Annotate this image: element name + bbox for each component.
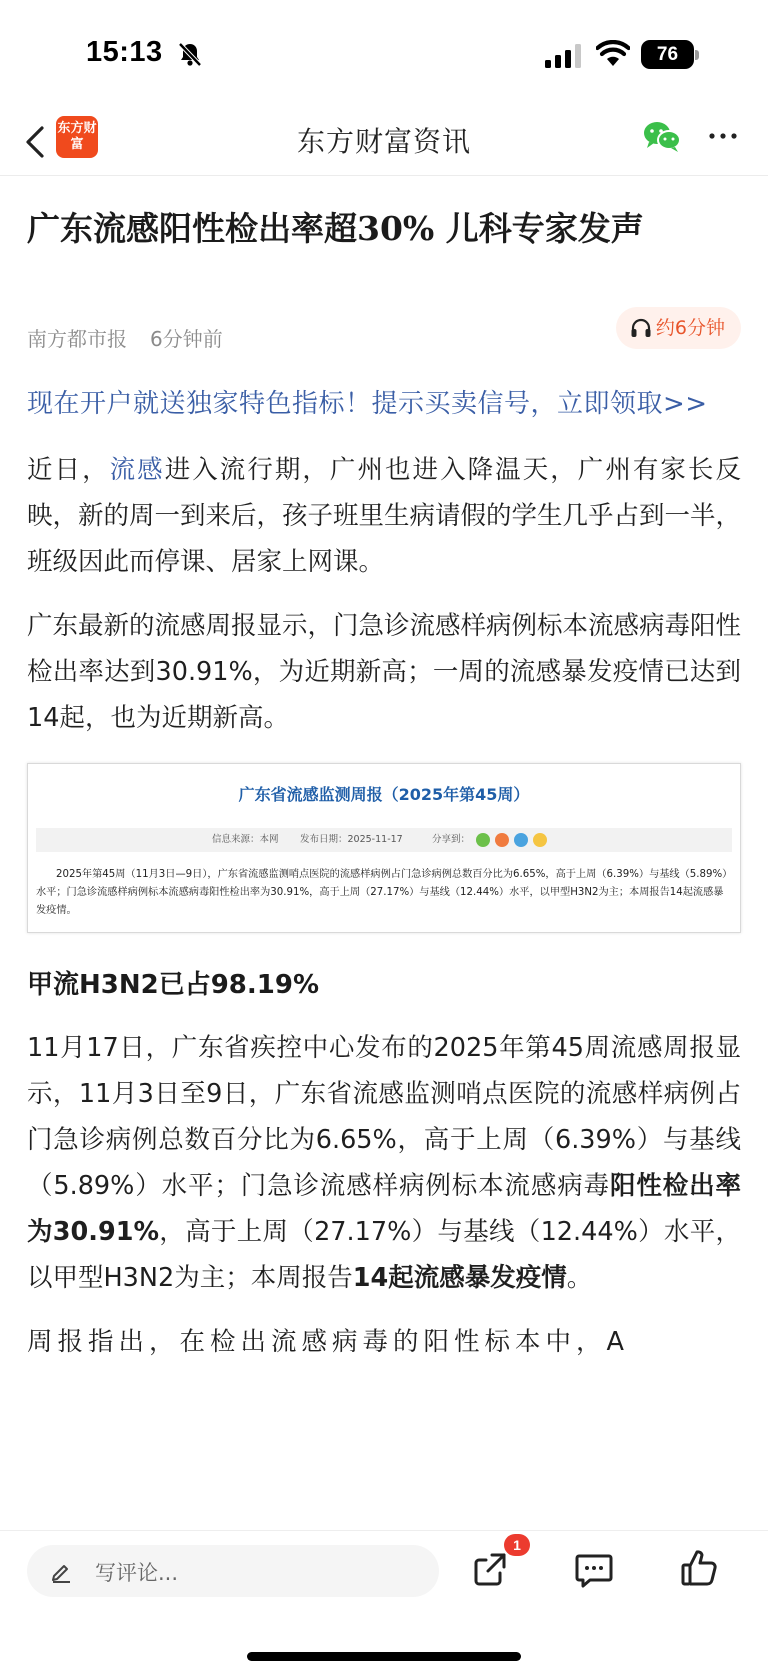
report-date: 发布日期：2025-11-17 xyxy=(300,834,403,845)
app-logo: 东方财富 xyxy=(56,116,98,158)
paragraph-3 xyxy=(27,1025,741,1301)
wechat-share-icon[interactable] xyxy=(642,120,682,154)
comment-icon[interactable] xyxy=(574,1551,614,1589)
qzone-dot-icon xyxy=(533,833,547,847)
p3-text-a: 11月17日，广东省疾控中心发布的2025年第45周流感周报显示，11月3日至9日，广东省流感监测哨点医院的流感样病例占门急诊病例总数百分比为6.65%，高于上周（6.39%）与基线（5.89%）水平；门急诊流感样病例标本流感病毒 xyxy=(27,1033,741,1201)
article-headline: 广东流感阳性检出率超30% 儿科专家发声 xyxy=(27,209,644,248)
report-body: 2025年第45周（11月3日—9日），广东省流感监测哨点医院的流感样病例占门急诊病例总数百分比为6.65%，高于上周（6.39%）与基线（5.89%）水平；门急诊流感样病例标本流感病毒阳性检出率为30.91%，高于上周（27.17%）与基线（12.44%）水平，以甲型H3N2为主；本周报告14起流感暴发疫情。 xyxy=(36,869,728,916)
paragraph-2: 广东最新的流感周报显示，门急诊流感样病例标本流感病毒阳性检出率达到30.91%，为近期新高；一周的流感暴发疫情已达到14起，也为近期新高。 xyxy=(27,611,742,733)
article-meta xyxy=(27,313,741,373)
p3-bold-positive-rate: 阳性检出率为30.91% xyxy=(27,1171,741,1247)
p3-text-c: 。 xyxy=(566,1263,593,1293)
battery-indicator xyxy=(641,40,699,69)
bottom-action-bar xyxy=(0,1530,768,1669)
nav-title: 东方财富资讯 xyxy=(296,125,471,158)
paragraph-1 xyxy=(27,447,741,585)
wechat-dot-icon xyxy=(476,833,490,847)
report-share-icons xyxy=(476,833,552,857)
article-source[interactable]: 南方都市报 xyxy=(27,327,127,351)
pencil-icon xyxy=(49,1559,73,1583)
p1-rest: 进入流行期，广州也进入降温天，广州有家长反映，新的周一到来后，孩子班里生病请假的学生几乎占到一半，班级因此而停课、居家上网课。 xyxy=(27,455,742,577)
nav-bar xyxy=(0,110,768,176)
report-source: 信息来源：本网 xyxy=(212,834,279,845)
report-title: 广东省流感监测周报（2025年第45周） xyxy=(238,785,530,804)
battery-tip xyxy=(695,50,699,60)
report-screenshot-image[interactable] xyxy=(27,763,741,933)
p1-prefix: 近日， xyxy=(27,455,110,485)
weibo-dot-icon xyxy=(495,833,509,847)
promo-link[interactable]: 现在开户就送独家特色指标！提示买卖信号，立即领取>> xyxy=(27,389,708,419)
share-icon[interactable] xyxy=(470,1549,510,1589)
article xyxy=(27,205,741,1365)
thumbs-up-icon[interactable] xyxy=(680,1548,718,1588)
more-options-icon[interactable] xyxy=(707,126,739,146)
flu-term-link[interactable]: 流感 xyxy=(109,455,165,485)
status-time: 15:13 xyxy=(86,36,163,68)
qq-dot-icon xyxy=(514,833,528,847)
status-bar xyxy=(0,0,768,110)
headphones-icon xyxy=(630,318,652,338)
home-indicator xyxy=(247,1652,521,1661)
report-meta-bar xyxy=(36,828,732,852)
wifi-icon xyxy=(596,40,630,68)
cellular-signal-icon xyxy=(545,44,581,68)
section-subheading: 甲流H3N2已占98.19% xyxy=(27,970,319,1000)
share-count-badge: 1 xyxy=(504,1534,530,1556)
p3-bold-outbreaks: 14起流感暴发疫情 xyxy=(352,1263,567,1293)
comment-input[interactable] xyxy=(27,1545,439,1597)
report-share-label: 分享到： xyxy=(432,834,471,845)
listen-button[interactable] xyxy=(616,307,741,349)
comment-placeholder: 写评论... xyxy=(95,1561,179,1585)
battery-level: 76 xyxy=(641,40,694,69)
listen-duration: 约6分钟 xyxy=(655,317,725,339)
bell-off-icon xyxy=(176,40,204,68)
paragraph-4: 周报指出，在检出流感病毒的阳性标本中，A xyxy=(27,1327,629,1357)
p3-text-b: ，高于上周（27.17%）与基线（12.44%）水平，以甲型H3N2为主；本周报告 xyxy=(27,1217,741,1293)
article-time: 6分钟前 xyxy=(150,327,223,351)
